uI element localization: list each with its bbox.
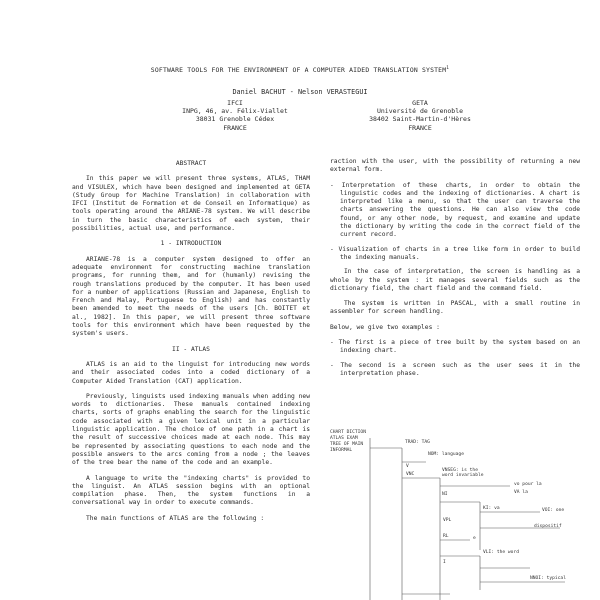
aff-line: 38402 Saint-Martin-d'Hères — [369, 115, 471, 124]
figure-label: NI — [442, 492, 448, 497]
figure-label: dispositif — [534, 524, 562, 529]
abstract-paragraph: In this paper we will present three systems, ATLAS, THAM and VISULEX, which have been designed and implemented at GETA (Study Group for Machine Translation) in collaboration with IFCI (Institut de Formation et de Conseil en Informatique) as tools operating around the ARIANE-78 system. We will describe in turn the basic characteristics of each system, their possibilities, actual use, and performance. — [72, 175, 310, 233]
figure-label: VLI: the word — [483, 550, 519, 555]
bullet-item: - The second is a screen such as the user sees it in the interpretation phase. — [330, 361, 580, 377]
bullet-text: Interpretation of these charts, in order to obtain the linguistic codes and the indexing of dictionaries. A chart is interpreted like a menu, so that the user can traverse the charts answering the questions. He can also view the code found, or any other node, by request, and examine and update the dictionary by writing the code in the correct field of the current record. — [340, 181, 580, 239]
figure-label: RL — [443, 534, 449, 539]
aff-line: 38031 Grenoble Cédex — [195, 115, 275, 124]
aff-line: IFCI — [227, 99, 243, 107]
figure-label: NOM: language — [428, 452, 464, 457]
paper-title — [0, 66, 600, 74]
affiliation-left — [135, 99, 335, 132]
aff-line: FRANCE — [223, 123, 247, 132]
figure-label: INFORMAL — [330, 448, 353, 453]
aff-line: GETA — [412, 99, 428, 107]
figure-label: CHART DICTION — [330, 430, 366, 435]
figure-label: e — [473, 536, 476, 541]
left-column — [72, 158, 310, 530]
figure-label: VOI: one — [542, 508, 565, 513]
aff-line: FRANCE — [408, 123, 432, 132]
right-column — [330, 158, 580, 384]
introduction-paragraph: ARIANE-78 is a computer system designed to offer an adequate environment for constructing machine translation programs, for running them, and for (humanly) revising the rough translations produced by the computer. It has been used for a number of applications (Russian and Japanese, English to French and Malay, Portuguese to English) and has constantly been amended to meet the needs of the users [Ch. BOITET et al., 1982]. In this paper, we will present three software tools for this environment which have been requested by the system's users. — [72, 255, 310, 338]
title-footnote-mark: 1 — [446, 66, 450, 71]
figure-label: TRAD: TAG — [405, 440, 430, 445]
introduction-heading: 1 - INTRODUCTION — [160, 240, 222, 248]
body-paragraph: The system is written in PASCAL, with a small routine in assembler for screen handling. — [330, 300, 580, 316]
bullet-item: - The first is a piece of tree built by the system based on an indexing chart. — [330, 339, 580, 355]
body-paragraph: raction with the user, with the possibility of returning a new external form. — [330, 158, 580, 174]
figure-label: V — [406, 464, 409, 469]
figure-label: VNC — [406, 472, 415, 477]
bullet-item: - Visualization of charts in a tree like form in order to build the indexing manuals. — [330, 245, 580, 261]
figure-label: NNOI: typical — [530, 576, 566, 581]
aff-line: INPG, 46, av. Félix-Viallet — [182, 107, 288, 116]
figure-label: word invariable — [442, 473, 484, 478]
figure-label: VPL — [443, 518, 452, 523]
figure-label: TREE OF MAIN — [330, 442, 364, 447]
body-paragraph: In the case of interpretation, the screen is handling as a whole by the system : it manages several fields such as the dictionary field, the chart field and the command field. — [330, 268, 580, 292]
aff-line: Université de Grenoble — [376, 107, 464, 116]
atlas-paragraph: Previously, linguists used indexing manuals when adding new words to dictionaries. These manuals contained indexing charts, sorts of graphs enabling the search for the linguistic code associated with a given lexical unit in a particular linguistic application. The choice of one path in a chart is the result of successive choices made at each node. This may be represented by associating questions to each node and the possible answers to the arcs coming from a node ; the leaves of the tree bear the name of the code and an example. — [72, 392, 310, 467]
figure-label: ATLAS EXAM — [330, 436, 358, 441]
figure-label: KI: va — [483, 506, 500, 511]
figure-label: vo pour la — [514, 482, 542, 487]
body-paragraph: Below, we give two examples : — [330, 323, 440, 331]
figure-label: VNSEG: is the — [442, 468, 478, 473]
figure-label: I — [443, 560, 446, 565]
author-names: Daniel BACHUT - Nelson VERASTEGUI — [232, 88, 368, 96]
affiliation-right — [320, 99, 520, 132]
bullet-text: The first is a piece of tree built by the system based on an indexing chart. — [338, 339, 580, 355]
indexing-tree-figure — [330, 430, 580, 600]
atlas-paragraph: ATLAS is an aid to the linguist for introducing new words and their associated codes into a coded dictionary of a Computer Aided Translation (CAT) application. — [72, 360, 310, 385]
bullet-text: The second is a screen such as the user sees it in the interpretation phase. — [340, 361, 580, 377]
title-text: SOFTWARE TOOLS FOR THE ENVIRONMENT OF A COMPUTER AIDED TRANSLATION SYSTEM — [150, 66, 447, 75]
bullet-text: Visualization of charts in a tree like form in order to build the indexing manuals. — [338, 245, 580, 261]
atlas-paragraph: A language to write the "indexing charts" is provided to the linguist. An ATLAS session begins with an optional compilation phase. Then, the system functions in a conversational way in order to execute commands. — [72, 474, 310, 507]
atlas-heading: II - ATLAS — [172, 345, 210, 353]
bullet-item: - Interpretation of these charts, in order to obtain the linguistic codes and the indexing of dictionaries. A chart is interpreted like a menu, so that the user can traverse the charts answering the questions. He can also view the code found, or any other node, by request, and examine and update the dictionary by writing the code in the correct field of the current record. — [330, 181, 580, 239]
atlas-paragraph: The main functions of ATLAS are the following : — [86, 514, 265, 522]
abstract-heading: ABSTRACT — [175, 160, 207, 167]
figure-label: VA la — [514, 490, 528, 495]
